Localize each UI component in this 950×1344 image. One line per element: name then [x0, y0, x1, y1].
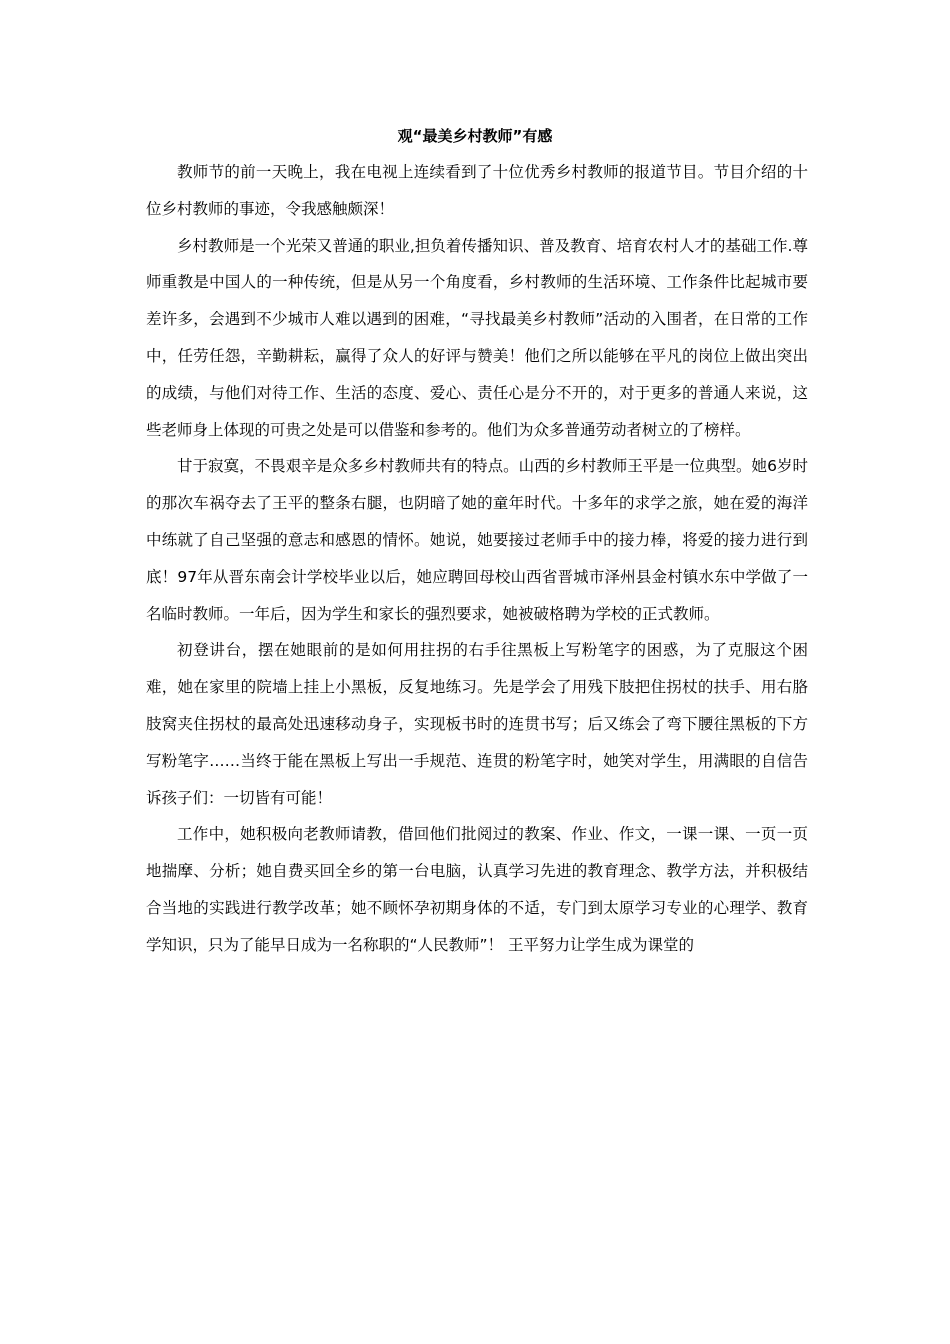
document-body [146, 154, 808, 964]
document-title: 观“最美乡村教师”有感 [397, 127, 553, 145]
paragraph: 初登讲台，摆在她眼前的是如何用拄拐的右手往黑板上写粉笔字的困惑，为了克服这个困难，她在家里的院墙上挂上小黑板，反复地练习。先是学会了用残下肢把住拐杖的扶手、用右胳肢窝夹住拐杖的最高处迅速移动身子，实现板书时的连贯书写；后又练会了弯下腰往黑板的下方写粉笔字……当终于能在黑板上写出一手规范、连贯的粉笔字时，她笑对学生，用满眼的自信告诉孩子们：一切皆有可能！ [146, 641, 808, 807]
paragraph: 教师节的前一天晚上，我在电视上连续看到了十位优秀乡村教师的报道节目。节目介绍的十位乡村教师的事迹，令我感触颇深！ [146, 163, 808, 218]
paragraph: 乡村教师是一个光荣又普通的职业,担负着传播知识、普及教育、培育农村人才的基础工作.尊师重教是中国人的一种传统，但是从另一个角度看，乡村教师的生活环境、工作条件比起城市要差许多，会遇到不少城市人难以遇到的困难，“寻找最美乡村教师”活动的入围者，在日常的工作中，任劳任怨，辛勤耕耘，赢得了众人的好评与赞美！他们之所以能够在平凡的岗位上做出突出的成绩，与他们对待工作、生活的态度、爱心、责任心是分不开的，对于更多的普通人来说，这些老师身上体现的可贵之处是可以借鉴和参考的。他们为众多普通劳动者树立的了榜样。 [146, 236, 808, 439]
paragraph: 甘于寂寞，不畏艰辛是众多乡村教师共有的特点。山西的乡村教师王平是一位典型。她6岁时的那次车祸夺去了王平的整条右腿，也阴暗了她的童年时代。十多年的求学之旅，她在爱的海洋中练就了自己坚强的意志和感恩的情怀。她说，她要接过老师手中的接力棒，将爱的接力进行到底！97年从晋东南会计学校毕业以后，她应聘回母校山西省晋城市泽州县金村镇水东中学做了一名临时教师。一年后，因为学生和家长的强烈要求，她被破格聘为学校的正式教师。 [146, 457, 808, 623]
paragraph: 工作中，她积极向老教师请教，借回他们批阅过的教案、作业、作文，一课一课、一页一页地揣摩、分析；她自费买回全乡的第一台电脑，认真学习先进的教育理念、教学方法，并积极结合当地的实践进行教学改革；她不顾怀孕初期身体的不适，专门到太原学习专业的心理学、教育学知识，只为了能早日成为一名称职的“人民教师”！ 王平努力让学生成为课堂的 [146, 825, 808, 954]
